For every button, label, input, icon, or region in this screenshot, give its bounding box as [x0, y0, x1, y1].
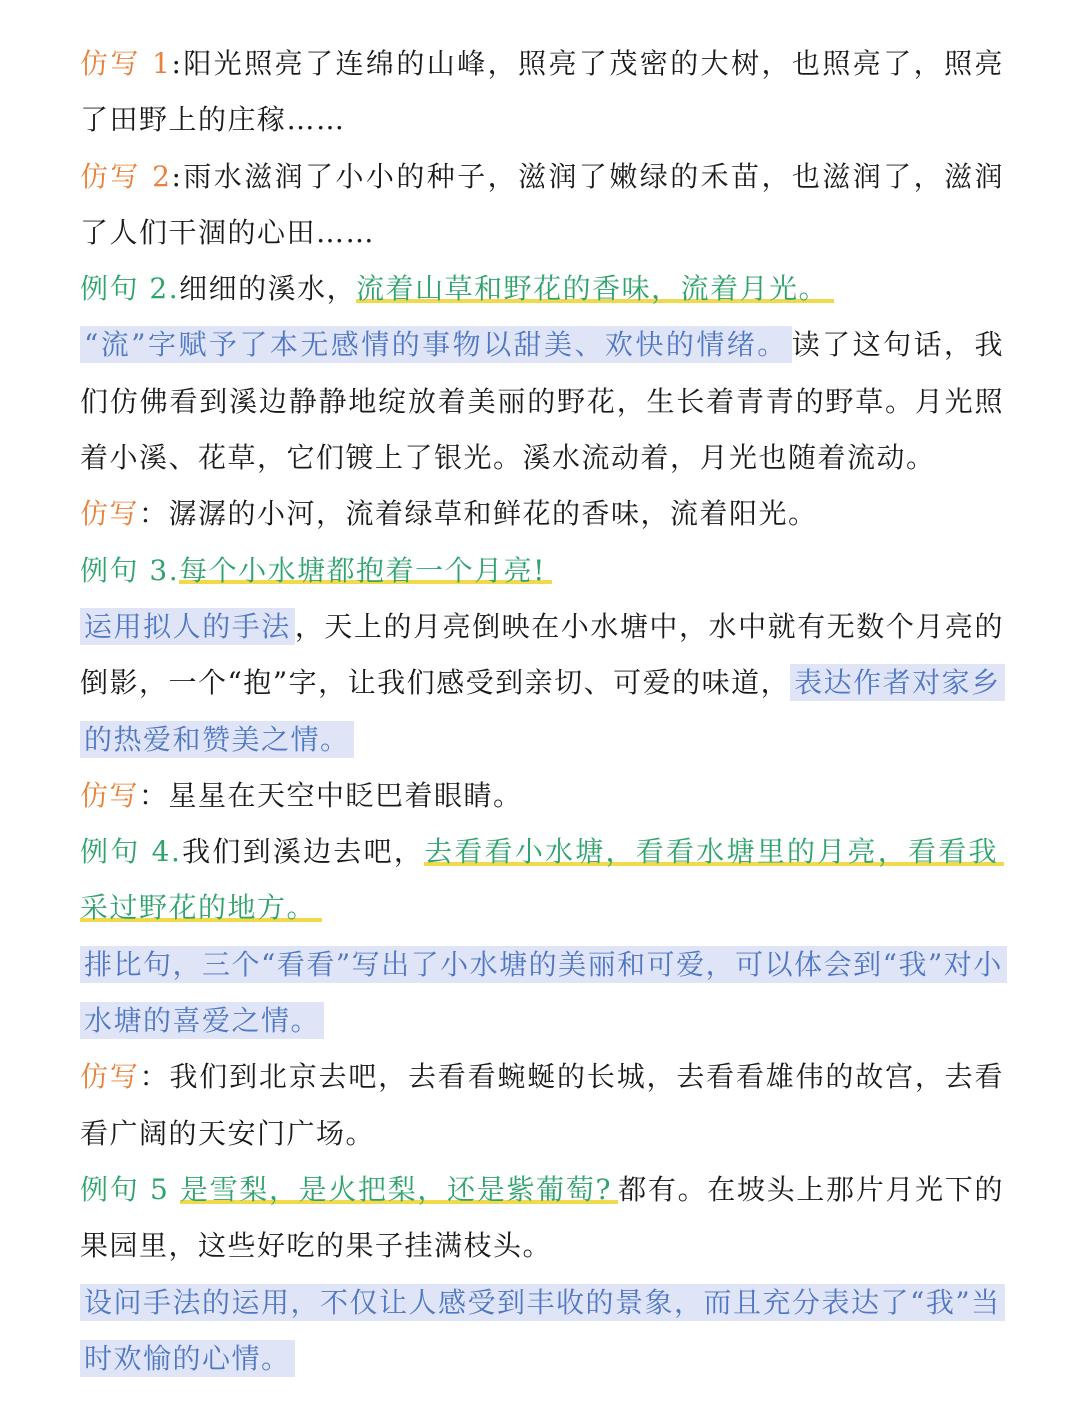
- imitation-label: 仿写: [80, 1060, 140, 1094]
- imitation-label: 仿写: [80, 778, 140, 812]
- underlined-sentence: 流着山草和野花的香味，流着月光。: [356, 272, 834, 305]
- example-label: 例句 2.: [80, 272, 180, 306]
- example-label: 例句 4.: [80, 835, 182, 869]
- paragraph-imitation-4: [80, 768, 1004, 824]
- imitation-label: 仿写 2: [80, 159, 172, 193]
- paragraph-imitation-3: [80, 486, 1004, 542]
- paragraph-text: 都有。在坡头上那片月光下的果园里，这些好吃的果子挂满枝头。: [80, 1172, 1004, 1263]
- highlighted-note: 设问手法的运用，不仅让人感受到丰收的景象，而且充分表达了“我”当时欢愉的心情。: [80, 1284, 1005, 1377]
- paragraph-text: 细细的溪水，: [179, 272, 357, 306]
- paragraph-imitation-2: [80, 149, 1004, 262]
- paragraph-example-3: [80, 543, 1004, 599]
- paragraph-text: :阳光照亮了连绵的山峰，照亮了茂密的大树，也照亮了，照亮了田野上的庄稼……: [80, 47, 1004, 137]
- imitation-label: 仿写 1: [80, 47, 172, 80]
- paragraph-imitation-1: [80, 36, 1004, 149]
- example-label: 例句 3.: [80, 553, 180, 587]
- paragraph-imitation-5: [80, 1049, 1004, 1162]
- highlighted-note: “流”字赋予了本无感情的事物以甜美、欢快的情绪。: [80, 326, 792, 363]
- paragraph-analysis-4: [80, 937, 1004, 1050]
- underlined-sentence: 是雪梨，是火把梨，还是紫葡萄?: [180, 1173, 618, 1206]
- example-label: 例句 5: [80, 1172, 180, 1206]
- paragraph-text: :雨水滋润了小小的种子，滋润了嫩绿的禾苗，也滋润了，滋润了人们干涸的心田……: [80, 159, 1004, 249]
- imitation-label: 仿写: [80, 497, 140, 531]
- paragraph-example-5: [80, 1162, 1004, 1275]
- underlined-sentence: 每个小水塘都抱着一个月亮!: [179, 554, 552, 587]
- paragraph-text: 我们到溪边去吧，: [181, 835, 425, 869]
- highlighted-note: 运用拟人的手法: [80, 608, 295, 645]
- paragraph-text: ，天上的月亮倒映在小水塘中，水中就有无数个月亮的倒影，一个“抱”字，让我们感受到亲切、可爱的味道，: [80, 609, 1004, 700]
- paragraph-analysis-5: [80, 1275, 1004, 1388]
- paragraph-text: ：我们到北京去吧，去看看蜿蜒的长城，去看看雄伟的故宫，去看看广阔的天安门广场。: [80, 1060, 1004, 1150]
- paragraph-analysis-3: [80, 599, 1004, 768]
- underlined-sentence: 去看看小水塘，看看水塘里的月亮，看看我采过野花的地方。: [80, 835, 1004, 924]
- highlighted-note: 表达作者对家乡的热爱和赞美之情。: [80, 664, 1005, 757]
- paragraph-analysis-2: [80, 317, 1004, 486]
- paragraph-example-4: [80, 824, 1004, 937]
- paragraph-text: 读了这句话，我们仿佛看到溪边静静地绽放着美丽的野花，生长着青青的野草。月光照着小溪、花草，它们镀上了银光。溪水流动着，月光也随着流动。: [80, 328, 1004, 475]
- document-page: [80, 36, 1004, 1387]
- paragraph-example-2: [80, 261, 1004, 317]
- highlighted-note: 排比句，三个“看看”写出了小水塘的美丽和可爱，可以体会到“我”对小水塘的喜爱之情。: [80, 946, 1007, 1039]
- paragraph-text: ：潺潺的小河，流着绿草和鲜花的香味，流着阳光。: [139, 497, 818, 531]
- paragraph-text: ：星星在天空中眨巴着眼睛。: [139, 778, 523, 812]
